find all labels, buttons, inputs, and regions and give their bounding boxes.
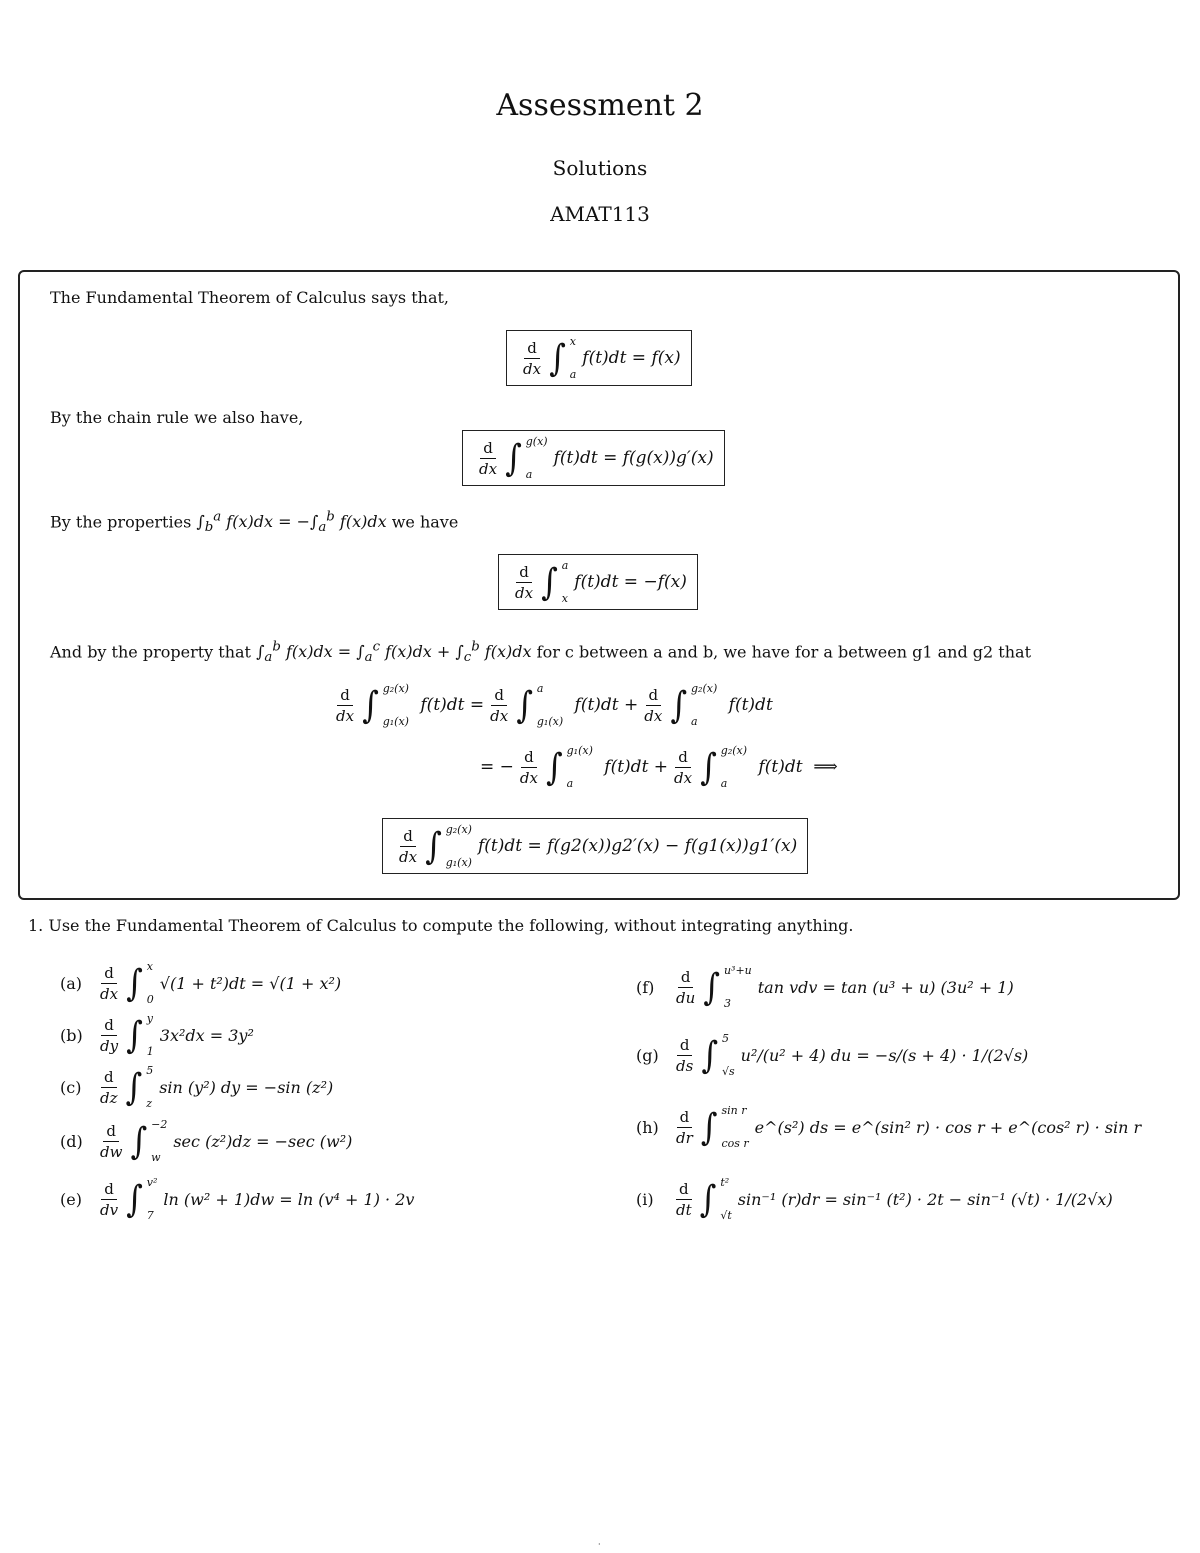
integral-limits: sin r cos r	[721, 1104, 749, 1150]
integral-sign: ∫	[362, 683, 379, 727]
problem-g	[636, 1032, 1028, 1078]
derivative-operator: $\frac{d}{dx}$	[519, 747, 538, 787]
problem-f	[636, 964, 1014, 1010]
derivative-operator: $\frac{d}{ds}$	[676, 1035, 694, 1075]
properties-prefix: By the properties	[50, 512, 192, 532]
integral-limits: g₂(x) g₁(x)	[382, 682, 409, 728]
problem-body: sin (y²) dy = −sin (z²)	[159, 1077, 334, 1097]
derivative-operator: $\frac{d}{dx}$	[515, 562, 534, 602]
question-number: 1.	[28, 916, 44, 935]
derivative-operator: $\frac{d}{dv}$	[100, 1179, 119, 1219]
chain-rule-text: By the chain rule we also have,	[50, 408, 304, 427]
problem-body: sin⁻¹ (r)dr = sin⁻¹ (t²) · 2t − sin⁻¹ (√t) · 1/(2√x)	[737, 1189, 1113, 1209]
properties-line: By the properties $\int_b^a$ $f(x)dx = -\int_a^b$ f(x)dx we have	[50, 510, 459, 536]
derivative-operator: $\frac{d}{dx}$	[490, 685, 509, 725]
equation-rhs: f(t)dt = f(g(x))g′(x)	[553, 448, 714, 468]
page-subtitle: Solutions	[552, 156, 648, 180]
derivative-operator: $\frac{d}{dx}$	[644, 685, 663, 725]
integral-sign: ∫	[541, 560, 558, 604]
integral-limits: y 1	[146, 1012, 154, 1058]
problem-body: ln (w² + 1)dw = ln (v⁴ + 1) · 2v	[163, 1189, 415, 1209]
derivative-operator: $\frac{d}{dy}$	[100, 1015, 119, 1055]
integral-sign: ∫	[670, 683, 688, 727]
problem-label: (f)	[636, 977, 655, 997]
integral-sign: ∫	[549, 336, 566, 380]
problem-e	[60, 1176, 414, 1222]
problem-label: (c)	[60, 1077, 82, 1097]
page-title: Assessment 2	[496, 88, 704, 123]
derivative-operator: $\frac{d}{dx}$	[674, 747, 693, 787]
integral-sign: ∫	[125, 1065, 143, 1109]
problem-label: (g)	[636, 1045, 659, 1065]
derivative-operator: $\frac{d}{dx}$	[479, 438, 498, 478]
problem-d	[60, 1118, 352, 1164]
integral-limits: 5 √s	[721, 1032, 735, 1078]
course-code: AMAT113	[550, 202, 650, 226]
problem-body: √(1 + t²)dt = √(1 + x²)	[159, 973, 342, 993]
integral-sign: ∫	[699, 1177, 717, 1221]
theorem-intro: The Fundamental Theorem of Calculus says that,	[50, 288, 449, 307]
equation-split-line-1: $\frac{d}{dx}$ ∫ g₂(x) g₁(x) f(t)dt = $\frac{d}{dx}$ ∫ a g₁(x) f(t)dt + $\frac{d}{dx}$ ∫ g₂(x) a f(t)dt	[330, 682, 773, 728]
equation-rhs: f(t)dt = f(x)	[582, 348, 681, 368]
derivative-operator: $\frac{d}{du}$	[676, 967, 696, 1007]
equation-chain-rule	[462, 430, 725, 486]
problem-body: tan vdv = tan (u³ + u) (3u² + 1)	[757, 977, 1014, 997]
derivative-operator: $\frac{d}{dx}$	[336, 685, 355, 725]
integral-limits: a g₁(x)	[536, 682, 564, 728]
problem-label: (i)	[636, 1189, 654, 1209]
derivative-operator: $\frac{d}{dt}$	[676, 1179, 692, 1219]
integral-limits: g₂(x) a	[691, 682, 718, 728]
problem-b	[60, 1012, 254, 1058]
equation-ftc	[506, 330, 692, 386]
equation-reversed-limits	[498, 554, 698, 610]
theorem-box	[18, 270, 1180, 900]
problem-label: (e)	[60, 1189, 82, 1209]
integral-sign: ∫	[130, 1119, 148, 1163]
integral-limits: g₂(x) g₁(x)	[445, 823, 472, 869]
integral-sign: ∫	[126, 1013, 143, 1057]
problem-label: (a)	[60, 973, 83, 993]
properties-suffix: we have	[391, 512, 459, 532]
integral-sign: ∫	[703, 965, 720, 1009]
derivative-operator: $\frac{d}{dz}$	[100, 1067, 118, 1107]
problem-body: e^(s²) ds = e^(sin² r) · cos r + e^(cos² r) · sin r	[754, 1117, 1142, 1137]
additivity-suffix: for c between a and b, we have for a between g1 and g2 that	[536, 642, 1032, 662]
integral-limits: −2 w	[151, 1118, 168, 1164]
problem-label: (b)	[60, 1025, 83, 1045]
problem-label: (h)	[636, 1117, 659, 1137]
derivative-operator: $\frac{d}{dr}$	[676, 1107, 693, 1147]
problem-i	[636, 1176, 1113, 1222]
problem-h	[636, 1104, 1141, 1150]
problem-label: (d)	[60, 1131, 83, 1151]
additivity-prefix: And by the property that	[50, 642, 251, 662]
integral-sign: ∫	[126, 1177, 143, 1221]
problem-a	[60, 960, 341, 1006]
integral-sign: ∫	[700, 1105, 718, 1149]
equation-split-line-2: = − $\frac{d}{dx}$ ∫ g₁(x) a f(t)dt + $\frac{d}{dx}$ ∫ g₂(x) a f(t)dt ⟹	[480, 744, 838, 790]
problem-body: 3x²dx = 3y²	[159, 1025, 254, 1045]
question-text: Use the Fundamental Theorem of Calculus to compute the following, without integrating anything.	[48, 916, 854, 935]
integral-limits: v² 7	[146, 1176, 158, 1222]
integral-limits: x 0	[146, 960, 154, 1006]
integral-sign: ∫	[701, 1033, 718, 1077]
integral-sign: ∫	[516, 683, 533, 727]
integral-limits: g₁(x) a	[566, 744, 593, 790]
equation-general-result	[382, 818, 808, 874]
integral-limits: g₂(x) a	[720, 744, 748, 790]
equation-rhs: f(t)dt = −f(x)	[574, 572, 687, 592]
derivative-operator: $\frac{d}{dw}$	[100, 1121, 123, 1161]
integral-limits: a x	[561, 559, 569, 605]
integral-limits: u³+u 3	[723, 964, 752, 1010]
question-1	[28, 916, 853, 935]
problem-body: u²/(u² + 4) du = −s/(s + 4) · 1/(2√s)	[740, 1045, 1029, 1065]
problem-body: sec (z²)dz = −sec (w²)	[173, 1131, 353, 1151]
integral-sign: ∫	[505, 436, 522, 480]
problem-c	[60, 1064, 333, 1110]
integral-limits: 5 z	[146, 1064, 154, 1110]
additivity-line: And by the property that $\int_a^b$ $f(x)dx = \int_a^c$ $f(x)dx + \int_c^b$ f(x)dx for c between a and b, we have for a between g1 and g2 that	[50, 640, 1032, 666]
integral-limits: x a	[569, 335, 577, 381]
page-number: ·	[598, 1540, 601, 1549]
integral-limits: g(x) a	[525, 435, 548, 481]
integral-sign: ∫	[126, 961, 143, 1005]
derivative-operator: $\frac{d}{dx}$	[399, 826, 418, 866]
integral-sign: ∫	[700, 745, 717, 789]
integral-sign: ∫	[545, 745, 563, 789]
equation-rhs: f(t)dt = f(g2(x))g2′(x) − f(g1(x))g1′(x)	[477, 836, 798, 856]
integral-sign: ∫	[425, 824, 442, 868]
derivative-operator: $\frac{d}{dx}$	[523, 338, 542, 378]
derivative-operator: $\frac{d}{dx}$	[100, 963, 119, 1003]
integral-limits: t² √t	[720, 1176, 732, 1222]
